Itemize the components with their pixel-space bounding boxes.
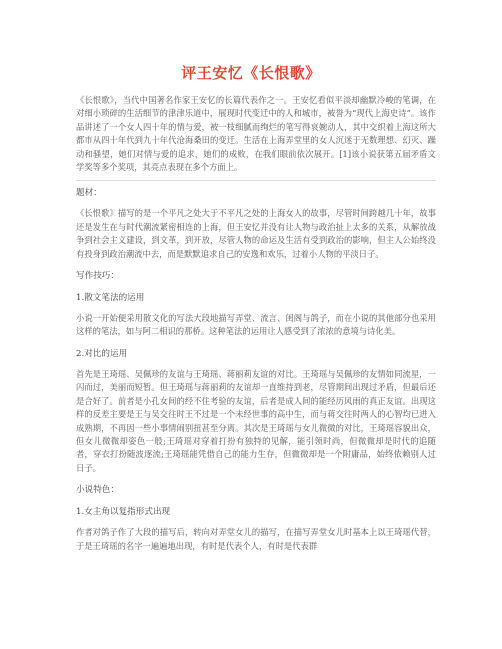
page-title: 评王安忆《长恨歌》 <box>181 64 321 82</box>
section-1-heading: 1.散文笔法的运用 <box>76 293 145 304</box>
theme-paragraph: 《长恨歌》描写的是一个平凡之处大于不平凡之处的上海女人的故事，尽管时间跨越几十年，故事还是发生在与时代潮流紧密相连的上海，但王安忆并没有让人物与政治扯上太多的关系，从解放战争到社会主义建设，到文革，到开放，尽管人物的命运及生活有受到政治的影响，但主人公始终没有投身到政治潮流中去，而是默默追求自己的安逸和欢乐，过着小人物的平淡日子。 <box>76 208 436 259</box>
technique-heading: 写作技巧： <box>76 271 119 282</box>
feature-heading: 小说特色： <box>76 485 119 496</box>
divider <box>76 180 436 181</box>
document-body <box>76 94 436 553</box>
section-1-paragraph: 小说一开始便采用散文化的写法大段地描写弄堂、流言、闺阁与鸽子，而在小说的其他部分也采用这样的笔法，如与阿二相识的那桥。这种笔法的运用让人感受到了浓浓的意境与诗化美。 <box>76 313 436 337</box>
section-2-paragraph: 首先是王琦瑶、吴佩珍的友谊与王琦瑶、蒋丽莉友谊的对比。王琦瑶与吴佩珍的友情如同流星，一闪而过，美丽而短暂。但王琦瑶与蒋丽莉的友谊却一直维持到老，尽管期间出现过矛盾，但最后还是合好了。前者是小孔女间的经不住考验的友谊，后者是成人间的能经历风雨的真正友谊。出现这样的反差主要是王与吴交往时王不过是一个未经世事的高中生，而与蒋交往时两人的心智均已进入成熟期，不再因一些小事情闹别扭甚至分离。其次是王琦瑶与女儿微微的对比，王琦瑶容貌出众，但女儿微微却姿色一般;王琦瑶对穿着打扮有独特的见解，能引领时尚，但微微却是时代的追随者，穿衣打扮随波逐流;王琦瑶能凭借自己的能力生存，但微微却是一个附庸品，始终依赖别人过日子。 <box>76 368 436 473</box>
feature-1-heading: 1.女主角以复指形式出现 <box>76 507 171 518</box>
section-2-heading: 2.对比的运用 <box>76 348 128 359</box>
feature-1-paragraph: 作者对鸽子作了大段的描写后，转向对弄堂女儿的描写，在描写弄堂女儿时基本上以王琦瑶代替，于是王琦瑶的名字一遍遍地出现，有时是代表个人，有时是代表群 <box>76 527 436 551</box>
intro-paragraph: 《长恨歌》，当代中国著名作家王安忆的长篇代表作之一。王安忆看似平淡却幽默冷峻的笔调，在对细小琐碎的生活细节的津津乐道中，展现时代变迁中的人和城市，被誉为“现代上海史诗”。该作品讲述了一个女人四十年的情与爱，被一枝细腻而绚烂的笔写得哀婉动人，其中交织着上海这所大都市从四十年代到九十年代沧海桑田的变迁。生活在上海弄堂里的女人沉迷于无数理想、幻灭、躁动和骚望，她们对情与爱的追求，她们的成败，在我们眼前依次展开。[1]该小说获第五届矛盾文学奖等多个奖项，其亮点表现在多个方面上。 <box>76 95 436 173</box>
theme-heading: 题材： <box>76 188 102 199</box>
